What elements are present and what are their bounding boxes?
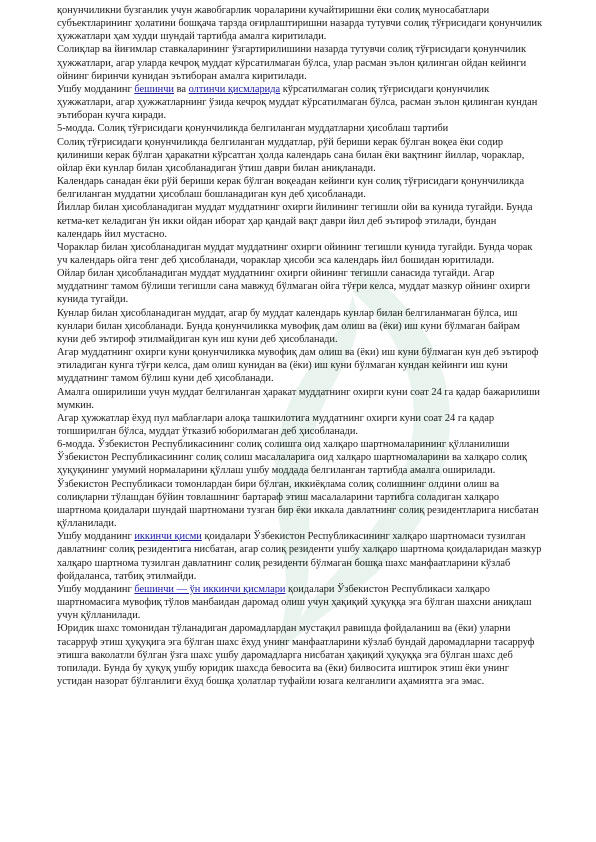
cross-reference-link[interactable]: иккинчи қисми	[134, 531, 202, 543]
paragraph-text: Агар муддатнинг охирги куни қонунчиликка мувофиқ дам олиш ва (ёки) иш куни бўлмаган кун деб эътироф этиладиган кунга тўғри келса, дам олиш кунидан ва (ёки) иш куни бўлмаган кундан кейинги иш куни муддатнинг тамом бўлиш куни деб ҳисобланади.	[57, 347, 539, 385]
paragraph-text: Солиқлар ва йиғимлар ставкаларининг ўзгартирилишини назарда тутувчи солиқ тўғрисидаги қонунчилик ҳужжатлари, агар уларда кечроқ муддат кўрсатилмаган бўлса, улар расман эълон қилинган ойдан кейинги ойнинг биринчи кунидан эътиборан амалга киритилади.	[57, 44, 527, 82]
paragraph-text: қонунчиликни бузганлик учун жавобгарлик чораларини кучайтиришни ёки солиқ муносабатлари субъектларининг ҳолатини бошқача тарзда оғирлаштиришни назарда тутувчи солиқ тўғрисидаги қонунчилик ҳужжатлари ҳам худди шундай тартибда амалга киритилади.	[57, 5, 543, 43]
paragraph-text: Йиллар билан ҳисобланадиган муддат муддатнинг охирги йилининг тегишли ойи ва кунида тугайди. Бунда кетма-кет келадиган ўн икки ойдан иборат ҳар қандай вақт даври йил деб эътироф этилади, бундан календарь йил мустасно.	[57, 202, 533, 240]
cross-reference-link[interactable]: бешинчи	[134, 83, 174, 95]
paragraph	[57, 386, 543, 412]
paragraph	[57, 478, 543, 531]
paragraph-text: Календарь санадан ёки рўй бериши керак бўлган воқеадан кейинги кун солиқ тўғрисидаги қонунчиликда белгиланган муддатни ҳисоблаш бошланадиган кун деб ҳисобланади.	[57, 176, 525, 201]
paragraph-text: ва	[174, 83, 189, 95]
cross-reference-link[interactable]: бешинчи — ўн иккинчи қисмлари	[134, 583, 286, 595]
paragraph-text: Кунлар билан ҳисобланадиган муддат, агар бу муддат календарь кунлар билан белгиланмаган бўлса, иш кунлари билан ҳисобланади. Бунда қонунчиликка мувофиқ дам олиш ва (ёки) иш куни бўлмаган байрам куни деб эътироф этилмайдиган кун иш куни деб ҳисобланади.	[57, 307, 520, 345]
paragraph-text: 5-модда. Солиқ тўғрисидаги қонунчиликда белгиланган муддатларни ҳисоблаш тартиби	[57, 123, 449, 135]
paragraph-text: Чораклар билан ҳисобланадиган муддат муддатнинг охирги ойининг тегишли кунида тугайди. Бунда чорак уч календарь ойга тенг деб ҳисобланади, чораклар ҳисоби эса календарь йил бошидан юритилади.	[57, 241, 533, 266]
paragraph-text: Агар ҳужжатлар ёхуд пул маблағлари алоқа ташкилотига муддатнинг охирги куни соат 24 га қадар топширилган бўлса, муддат ўтказиб юборилмаган деб ҳисобланади.	[57, 412, 495, 437]
paragraph	[57, 451, 543, 477]
paragraph-text: Амалга оширилиши учун муддат белгиланган ҳаракат муддатнинг охирги куни соат 24 га қадар бажарилиши мумкин.	[57, 386, 540, 411]
paragraph-text: Ушбу модданинг	[57, 83, 135, 95]
paragraph-text: Ўзбекистон Республикасининг солиқ солиш масалаларига оид халқаро шартномаларини ва халқаро солиқ ҳуқуқининг умумий нормаларини қўллаш ушбу моддада белгиланган тартибда амалга оширилади.	[57, 452, 528, 477]
paragraph	[57, 83, 543, 122]
paragraph	[57, 4, 543, 43]
paragraph	[57, 201, 543, 240]
cross-reference-link[interactable]: олтинчи қисмларида	[188, 83, 281, 95]
paragraph-text: Ушбу модданинг	[57, 583, 135, 595]
paragraph-text: Ойлар билан ҳисобланадиган муддат муддатнинг охирги ойининг тегишли санасида тугайди. Агар муддатнинг тамом бўлиши тегишли сана мавжуд бўлмаган ойга тўғри келса, муддат мазкур ойнинг охирги кунида тугайди.	[57, 268, 531, 306]
paragraph	[57, 412, 543, 438]
paragraph	[57, 583, 543, 622]
paragraph	[57, 438, 543, 451]
paragraph-text: Ушбу модданинг	[57, 531, 135, 543]
paragraph-text: қоидалари Ўзбекистон Республикаси халқаро шартномасига мувофиқ тўлов манбаидан даромад олиш учун ҳақиқий ҳуқуққа эга бўлган шахсни аниқлаш учун қўлланилади.	[57, 583, 532, 622]
paragraph-text: Юридик шахс томонидан тўланадиган даромадлардан мустақил равишда фойдаланиш ва (ёки) уларни тасарруф этиш ҳуқуқига эга бўлган шахс ёхуд унинг манфаатларини кўзлаб бундай даромадларни тасарруф этишга ваколатли бўлган ўзга шахс ушбу даромадларга нисбатан ҳақиқий ҳуқуққа эга бўлган шахс деб топилади. Бунда бу ҳуқуқ ушбу юридик шахсда бевосита ва (ёки) билвосита иштирок этиш ёки унинг устидан назорат бўлганлиги ёхуд бошқа ҳолатлар туфайли юзага келганлиги аҳамиятга эга эмас.	[57, 623, 535, 687]
paragraph	[57, 43, 543, 82]
paragraph	[57, 622, 543, 688]
paragraph-text: Ўзбекистон Республикаси томонлардан бири бўлган, иккиёқлама солиқ солишнинг олдини олиш ва солиқларни тўлашдан бўйин товлашнинг бартараф этиш масалаларини тартибга соладиган халқаро шартнома қоидалари шундай шартномани тузган бир ёки иккала давлатнинг солиқ резидентларига нисбатан қўлланилади.	[57, 478, 539, 530]
paragraph-text: кўрсатилмаган солиқ тўғрисидаги қонунчилик ҳужжатлари, агар ҳужжатларнинг ўзида кечроқ муддат кўрсатилмаган бўлса, расман эълон қилинган кундан эътиборан кучга киради.	[57, 83, 538, 122]
paragraph	[57, 346, 543, 385]
paragraph	[57, 122, 543, 135]
paragraph	[57, 241, 543, 267]
paragraph-text: Солиқ тўғрисидаги қонунчиликда белгиланган муддатлар, рўй бериши керак бўлган воқеа ёки содир қилиниши керак бўлган ҳаракатни кўрсатган ҳолда календарь сана билан ёки вақтнинг йиллар, чораклар, ойлар ёки кунлар билан ҳисобланадиган ўтиш даври билан аниқланади.	[57, 136, 525, 174]
paragraph	[57, 267, 543, 306]
paragraph	[57, 175, 543, 201]
paragraph	[57, 530, 543, 583]
paragraph-text: 6-модда. Ўзбекистон Республикасининг солиқ солишга оид халқаро шартномаларининг қўлланилиши	[57, 439, 510, 451]
document-body	[57, 4, 543, 688]
paragraph	[57, 307, 543, 346]
paragraph-text: қоидалари Ўзбекистон Республикасининг халқаро шартномаси тузилган давлатнинг солиқ резидентига нисбатан, агар солиқ резиденти ушбу халқаро шартнома қоидаларидан мазкур халқаро шартнома тузилган давлатнинг солиқ резиденти бўлмаган бошқа шахс манфаатларини кўзлаб фойдаланса, татбиқ этилмайди.	[57, 531, 542, 582]
paragraph	[57, 136, 543, 175]
